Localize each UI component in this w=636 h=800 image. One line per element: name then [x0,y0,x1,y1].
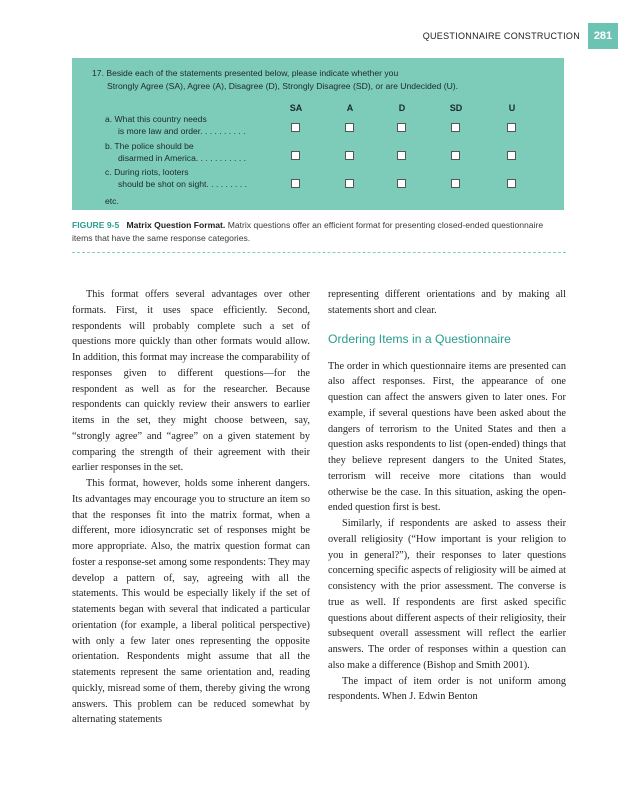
checkbox-c-a[interactable] [345,179,354,188]
etc-label: etc. [105,196,119,206]
checkbox-c-u[interactable] [507,179,516,188]
figure-label: FIGURE 9-5 [72,220,120,230]
running-header: QUESTIONNAIRE CONSTRUCTION [422,31,580,41]
question-line-1: 17. Beside each of the statements presented below, please indicate whether you [92,68,399,78]
right-paragraph-2: Similarly, if respondents are asked to assess their overall religiosity (“How important is your religion to you in general?”), their responses to later questions concerning specific aspects of religiosity will be aimed at consistency with the prior assessment. The converse is true as well. If respondents are first asked specific questions about different aspects of their religiosity, their subsequent overall assessment will reflect the earlier answers. The order of responses within a question can also make a difference (Bishop and Smith 2001). [328,518,566,671]
matrix-question-figure [72,58,564,210]
right-column [328,287,566,705]
statement-a-line-1: a. What this country needs [105,114,207,124]
section-heading: Ordering Items in a Questionnaire [328,331,511,346]
column-header-sd: SD [449,103,463,113]
column-header-sa: SA [289,103,303,113]
statement-b-line-1: b. The police should be [105,141,194,151]
page-number: 281 [588,23,618,49]
statement-a [105,113,246,137]
checkbox-b-sa[interactable] [291,151,300,160]
statement-c [105,166,247,190]
checkbox-c-sa[interactable] [291,179,300,188]
checkbox-c-sd[interactable] [451,179,460,188]
left-paragraph-2: This format, however, holds some inherent dangers. Its advantages may encourage you to structure an item so that the responses fit into the matrix format, when a different, more idiosyncratic set of responses might be more appropriate. Also, the matrix question format can foster a response-set among some respondents: They may develop a pattern of, say, agreeing with all the statements. This would be especially likely if the set of statements began with several that indicated a particular orientation (for example, a liberal political perspective) with only a few later ones representing the opposite orientation. Respondents might assume that all the statements represent the same orientation and, reading quickly, misread some of them, thereby giving the wrong answers. This problem can be reduced somewhat by alternating statements [72,478,310,726]
checkbox-a-u[interactable] [507,123,516,132]
right-paragraph-0: representing different orientations and by making all statements short and clear. [328,289,566,316]
statement-b [105,140,246,164]
figure-caption [72,219,566,245]
section-divider [72,252,566,253]
checkbox-a-d[interactable] [397,123,406,132]
left-column [72,287,310,728]
right-paragraph-1: The order in which questionnaire items are presented can also affect responses. First, the appearance of one question can affect the answers given to later ones. For example, if several questions have been asked about the dangers of terrorism to the United States and then a question asks respondents to list (open-ended) things that they believe represent dangers to the United States, terrorism will receive more citations than would otherwise be the case. In this situation, asking the open-ended question first is best. [328,360,566,514]
column-header-d: D [398,103,406,113]
question-line-2: Strongly Agree (SA), Agree (A), Disagree (D), Strongly Disagree (SD), or are Undecided (U). [107,81,459,91]
checkbox-a-sa[interactable] [291,123,300,132]
statement-b-line-2: disarmed in America. . . . . . . . . . . [118,153,246,163]
checkbox-c-d[interactable] [397,179,406,188]
figure-caption-text: Matrix questions offer an efficient format for presenting closed-ended questionnaire items that have the same response categories. [72,220,544,243]
checkbox-b-d[interactable] [397,151,406,160]
statement-a-line-2: is more law and order. . . . . . . . . . [118,126,246,136]
statement-c-line-1: c. During riots, looters [105,167,189,177]
figure-title: Matrix Question Format. [126,220,226,230]
statement-c-line-2: should be shot on sight. . . . . . . . . [118,179,247,189]
checkbox-b-a[interactable] [345,151,354,160]
question-prompt [92,67,458,93]
right-paragraph-3: The impact of item order is not uniform among respondents. When J. Edwin Benton [328,675,566,703]
left-paragraph-1: This format offers several advantages over other formats. First, it uses space efficiently. Second, respondents will probably complete such a set of questions more quickly than other formats would allow. In addition, this format may increase the comparability of responses given to different questions—for the respondent as well as for the researcher. Because respondents can quickly review their answers to earlier items in the set, they might choose between, say, “strongly agree” and “agree” on a given statement by comparing the strength of their agreement with their earlier responses in the set. [72,289,310,474]
checkbox-a-a[interactable] [345,123,354,132]
column-header-u: U [508,103,516,113]
checkbox-a-sd[interactable] [451,123,460,132]
checkbox-b-u[interactable] [507,151,516,160]
column-header-a: A [346,103,354,113]
checkbox-b-sd[interactable] [451,151,460,160]
